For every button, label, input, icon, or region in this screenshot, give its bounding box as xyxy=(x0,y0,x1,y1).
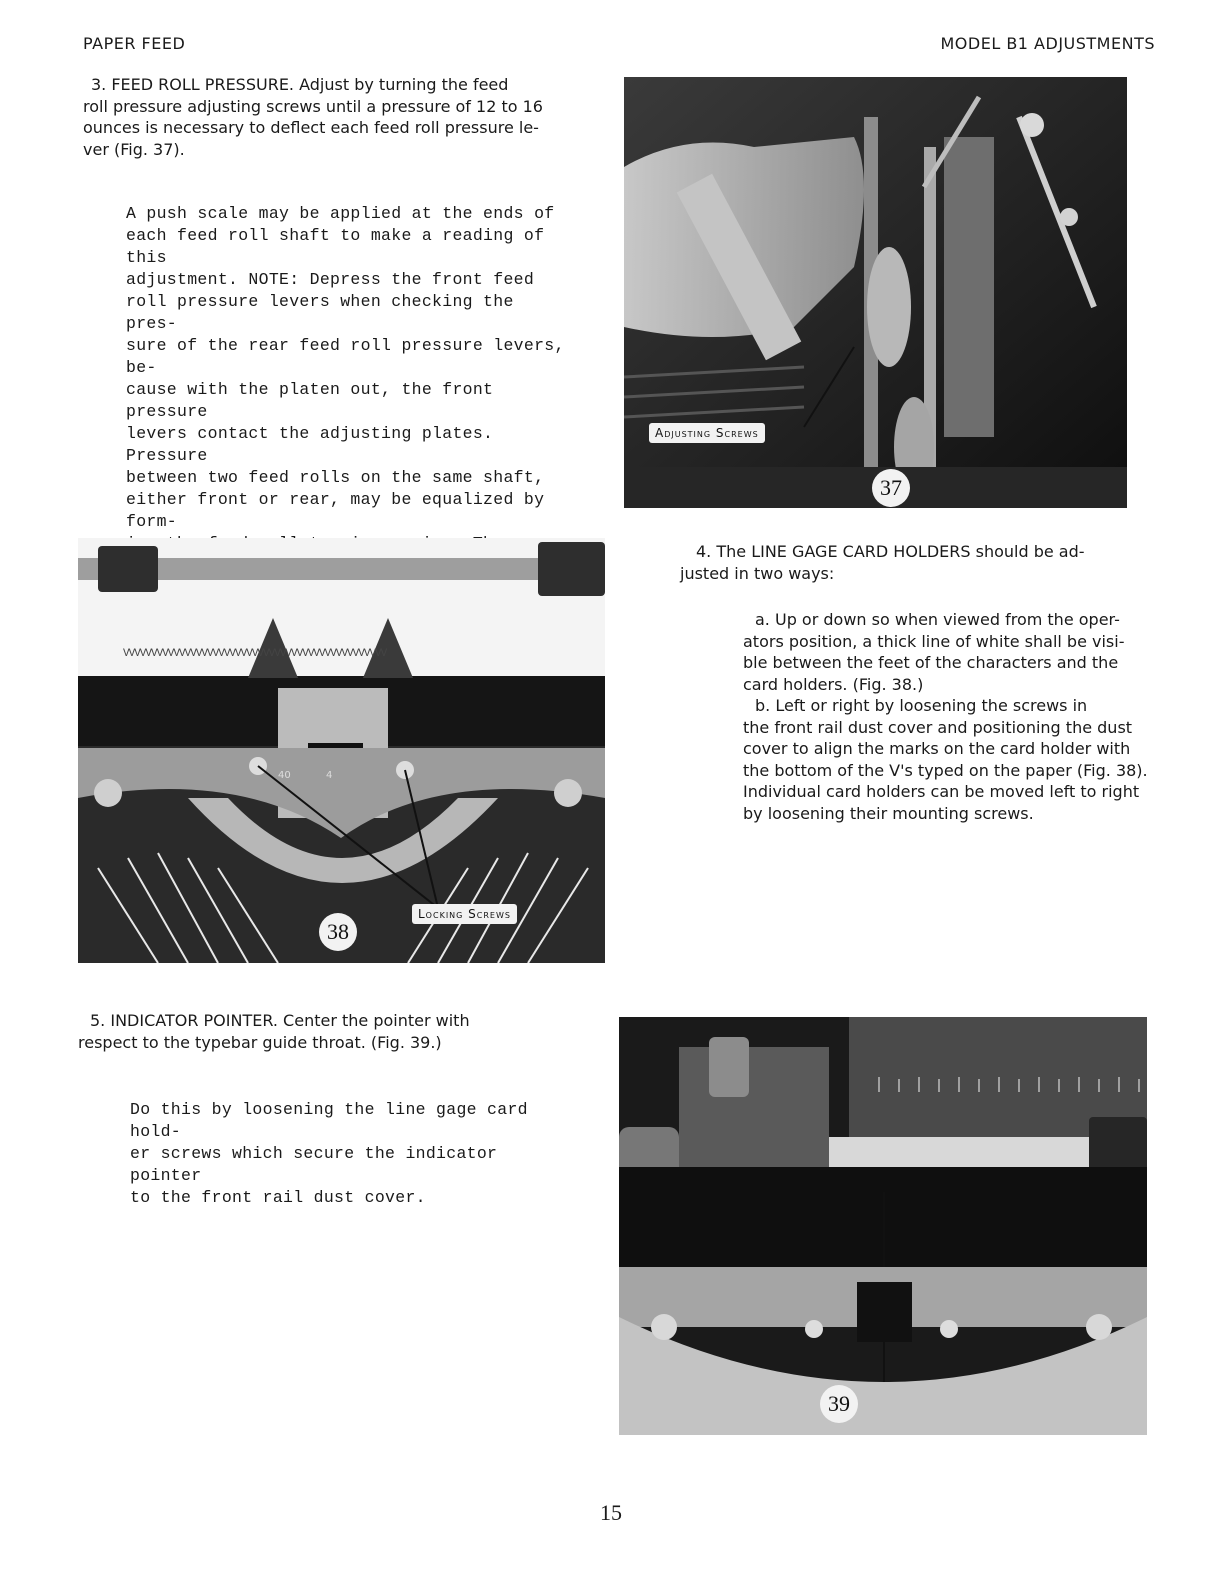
section-4-line: 4. The LINE GAGE CARD HOLDERS should be ad- xyxy=(696,542,1085,561)
figure-38-photo xyxy=(78,538,605,963)
section-5-line: respect to the typebar guide throat. (Fig. 39.) xyxy=(78,1032,442,1052)
section-4-text xyxy=(680,541,1150,584)
note-line: either front or rear, may be equalized by form- xyxy=(126,490,545,531)
figure-39-photo xyxy=(619,1017,1147,1435)
section-5-text xyxy=(78,1010,558,1053)
note-line: levers contact the adjusting plates. Pressure xyxy=(126,424,494,465)
figure-38-illustration xyxy=(78,538,605,963)
section-4-line: the bottom of the V's typed on the paper (Fig. 38). xyxy=(743,760,1148,780)
section-3-line: ounces is necessary to deflect each feed roll pressure le- xyxy=(83,118,539,137)
section-3-text xyxy=(83,74,563,160)
figure-37-callout: Adjusting Screws xyxy=(649,423,765,443)
section-3-line: ver (Fig. 37). xyxy=(83,139,185,159)
section-4-line: by loosening their mounting screws. xyxy=(743,803,1034,823)
figure-38-scale-right: 4 xyxy=(326,770,333,781)
figure-38-callout: Locking Screws xyxy=(412,904,517,924)
note-line: sure of the rear feed roll pressure levers, be- xyxy=(126,336,565,377)
note-line: each feed roll shaft to make a reading of this xyxy=(126,226,545,267)
figure-39-illustration xyxy=(619,1017,1147,1435)
section-4-line: ators position, a thick line of white shall be visi- xyxy=(743,631,1125,651)
section-4-line: a. Up or down so when viewed from the oper- xyxy=(755,610,1120,629)
section-4-line: b. Left or right by loosening the screws in xyxy=(755,696,1088,715)
section-5-note xyxy=(130,1099,570,1209)
note-line: cause with the platen out, the front pressure xyxy=(126,380,494,421)
section-4-line: card holders. (Fig. 38.) xyxy=(743,674,924,694)
figure-39-number: 39 xyxy=(820,1385,858,1423)
figure-37-illustration xyxy=(624,77,1127,508)
section-4-line: justed in two ways: xyxy=(680,563,835,583)
page-number: 15 xyxy=(600,1500,622,1525)
note-line: Do this by loosening the line gage card hold- xyxy=(130,1100,528,1141)
note-line: er screws which secure the indicator pointer xyxy=(130,1144,498,1185)
note-line: to the front rail dust cover. xyxy=(130,1188,426,1207)
note-line: A push scale may be applied at the ends of xyxy=(126,204,555,223)
section-3-line: 3. FEED ROLL PRESSURE. Adjust by turning the feed xyxy=(91,75,509,94)
section-4-line: Individual card holders can be moved left to right xyxy=(743,782,1140,801)
note-line: between two feed rolls on the same shaft, xyxy=(126,468,545,487)
figure-37-photo xyxy=(624,77,1127,508)
section-4-subitems xyxy=(743,609,1153,824)
section-4-line: the front rail dust cover and positioning the dust xyxy=(743,717,1133,737)
note-line: adjustment. NOTE: Depress the front feed xyxy=(126,270,535,289)
note-line: roll pressure levers when checking the pres- xyxy=(126,292,514,333)
figure-37-number: 37 xyxy=(872,469,910,507)
section-4-line: cover to align the marks on the card holder with xyxy=(743,739,1131,758)
section-4-line: ble between the feet of the characters and the xyxy=(743,653,1119,672)
figure-38-number: 38 xyxy=(319,913,357,951)
figure-38-typed-v-row: VVVVVVVVVVVVVVVVVVVVVVVVVVVVVVVVVVVVVVVVVVVVVVV xyxy=(123,648,387,660)
section-5-line: 5. INDICATOR POINTER. Center the pointer with xyxy=(90,1011,470,1030)
running-header-left: PAPER FEED xyxy=(83,34,186,53)
section-3-line: roll pressure adjusting screws until a pressure of 12 to 16 xyxy=(83,96,543,116)
running-header-right: MODEL B1 ADJUSTMENTS xyxy=(940,34,1155,53)
figure-38-scale-left: 40 xyxy=(278,770,291,781)
